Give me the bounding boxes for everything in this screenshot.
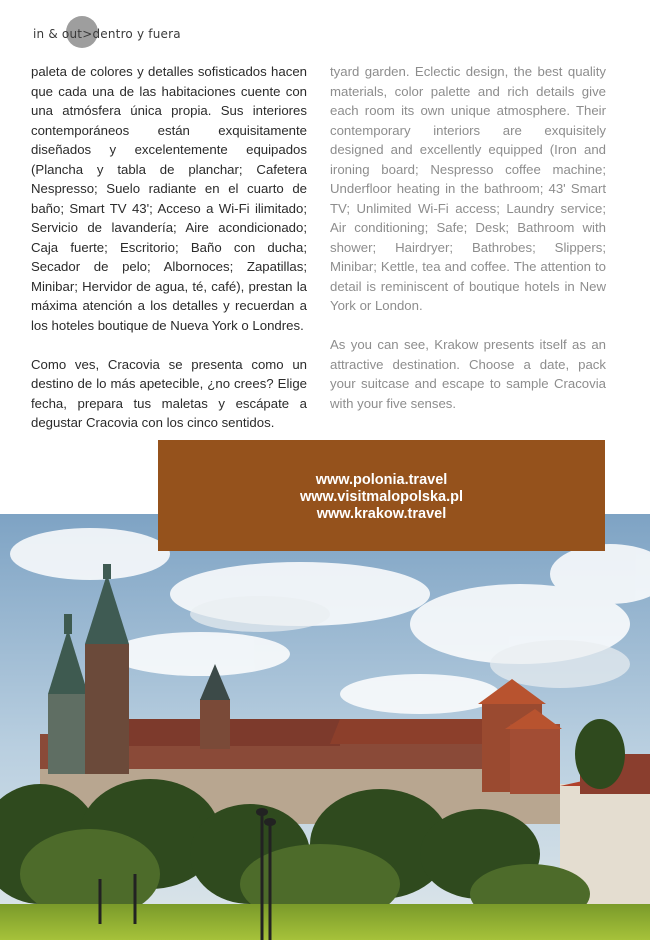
english-paragraph: tyard garden. Eclectic design, the best quality materials, color palette and rich details give each room its own unique atmosphere. Their contemporary interiors are exquisitely designed and excellently equipped (Iron and ironing board; Nespresso coffee machine; Underfloor heating in the bathroom; 43' Smart TV; Unlimited Wi-Fi access; Laundry service; Air conditioning; Safe; Desk; Bathroom with shower; Hairdryer; Bathrobes; Slippers; Minibar; Kettle, tea and coffee. The attention to detail is reminiscent of boutique hotels in New York or London. [330, 64, 606, 313]
english-paragraph: As you can see, Krakow presents itself as an attractive destination. Choose a date, pack your suitcase and escape to sample Cracovia with your five senses. [330, 337, 606, 411]
polonia-travel-link[interactable]: www.polonia.travel [315, 472, 448, 488]
spanish-text-column [31, 62, 307, 452]
krakow-travel-link[interactable]: www.krakow.travel [316, 506, 447, 522]
wawel-castle-photo [0, 514, 650, 940]
spanish-paragraph: Como ves, Cracovia se presenta como un destino de lo más apetecible, ¿no crees? Elige fecha, prepara tus maletas y escápate a degustar Cracovia con los cinco sentidos. [31, 356, 307, 430]
header-section: in & out [33, 27, 83, 41]
running-header [33, 22, 181, 46]
header-subsection: dentro y fuera [92, 27, 181, 41]
english-text-column [330, 62, 606, 433]
visitmalopolska-link[interactable]: www.visitmalopolska.pl [299, 489, 464, 505]
website-links-box [158, 440, 605, 551]
spanish-paragraph: paleta de colores y detalles sofisticados hacen que cada una de las habitaciones cuente con una atmósfera única propia. Sus interiores contemporáneos están exquisitamente diseñados y excelentemente equipados (Plancha y tabla de planchar; Cafetera Nespresso; Suelo radiante en el cuarto de baño; Smart TV 43'; Acceso a Wi-Fi ilimitado; Servicio de lavandería; Aire acondicionado; Caja fuerte; Escritorio; Baño con ducha; Secador de pelo; Albornoces; Zapatillas; Minibar; Hervidor de agua, té, café), prestan la máxima atención a los detalles y recuerdan a los hoteles boutique de Nueva York o Londres. [31, 64, 307, 333]
header-separator: > [82, 27, 93, 41]
